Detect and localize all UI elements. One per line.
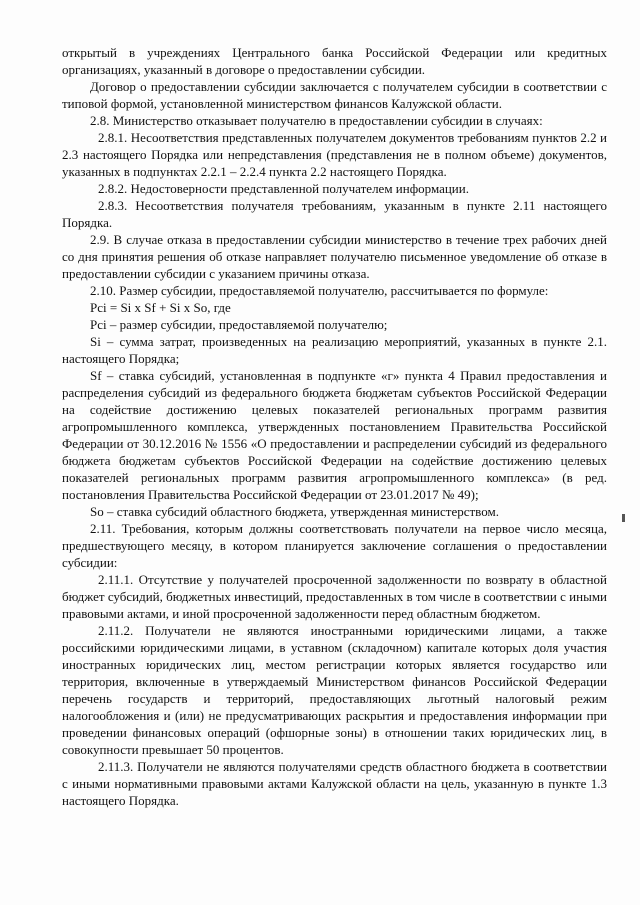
- paragraph: 2.11.2. Получатели не являются иностранными юридическими лицами, а также российскими юридическими лицами, в уставном (складочном) капитале которых доля участия иностранных юридических лиц, местом регистрации которых является государство или территория, включенные в утверждаемый Министерством финансов Российской Федерации перечень государств и территорий, предоставляющих льготный налоговый режим налогообложения и (или) не предусматривающих раскрытия и предоставления информации при проведении финансовых операций (офшорные зоны) в отношении таких юридических лиц, в совокупности превышает 50 процентов.: [62, 623, 607, 757]
- paragraph: 2.11. Требования, которым должны соответствовать получатели на первое число месяца, предшествующего месяцу, в котором планируется заключение соглашения о предоставлении субсидии:: [62, 521, 607, 570]
- paragraph: 2.8. Министерство отказывает получателю в предоставлении субсидии в случаях:: [90, 113, 543, 128]
- scan-mark: [622, 514, 625, 522]
- paragraph: 2.11.3. Получатели не являются получателями средств областного бюджета в соответствии с иными нормативными правовыми актами Калужской области на цель, указанную в пункте 1.3 настоящего Порядка.: [62, 759, 607, 808]
- paragraph: Si – сумма затрат, произведенных на реализацию мероприятий, указанных в пункте 2.1. настоящего Порядка;: [62, 334, 607, 366]
- formula: Pci = Si x Sf + Si x So, где: [90, 300, 231, 315]
- paragraph: 2.8.3. Несоответствия получателя требованиям, указанным в пункте 2.11 настоящего Порядка.: [62, 198, 607, 230]
- paragraph: открытый в учреждениях Центрального банка Российской Федерации или кредитных организациях, указанный в договоре о предоставлении субсидии.: [62, 45, 607, 77]
- paragraph: 2.11.1. Отсутствие у получателей просроченной задолженности по возврату в областной бюджет субсидий, бюджетных инвестиций, предоставленных в том числе в соответствии с иными правовыми актами, и иной просроченной задолженности перед областным бюджетом.: [62, 572, 607, 621]
- paragraph: Sf – ставка субсидий, установленная в подпункте «г» пункта 4 Правил предоставления и распределения субсидий из федерального бюджета бюджетам субъектов Российской Федерации на содействие достижению целевых показателей региональных программ развития агропромышленного комплекса, утвержденных постановлением Правительства Российской Федерации от 30.12.2016 № 1556 «О предоставлении и распределении субсидий из федерального бюджета бюджетам субъектов Российской Федерации на содействие достижению целевых показателей региональных программ развития агропромышленного комплекса» (в ред. постановления Правительства Российской Федерации от 23.01.2017 № 49);: [62, 368, 607, 502]
- paragraph: Pci – размер субсидии, предоставляемой получателю;: [90, 317, 388, 332]
- paragraph: 2.10. Размер субсидии, предоставляемой получателю, рассчитывается по формуле:: [90, 283, 549, 298]
- document-body: [62, 44, 607, 809]
- paragraph: 2.8.1. Несоответствия представленных получателем документов требованиям пунктов 2.2 и 2.3 настоящего Порядка или непредставления (представления не в полном объеме) документов, указанных в подпунктах 2.2.1 – 2.2.4 пункта 2.2 настоящего Порядка.: [62, 130, 607, 179]
- paragraph: 2.8.2. Недостоверности представленной получателем информации.: [98, 181, 469, 196]
- paragraph: 2.9. В случае отказа в предоставлении субсидии министерство в течение трех рабочих дней со дня принятия решения об отказе направляет получателю письменное уведомление об отказе в предоставлении субсидии с указанием причины отказа.: [62, 232, 607, 281]
- paragraph: Договор о предоставлении субсидии заключается с получателем субсидии в соответствии с типовой формой, установленной министерством финансов Калужской области.: [62, 79, 607, 111]
- paragraph: So – ставка субсидий областного бюджета, утвержденная министерством.: [90, 504, 499, 519]
